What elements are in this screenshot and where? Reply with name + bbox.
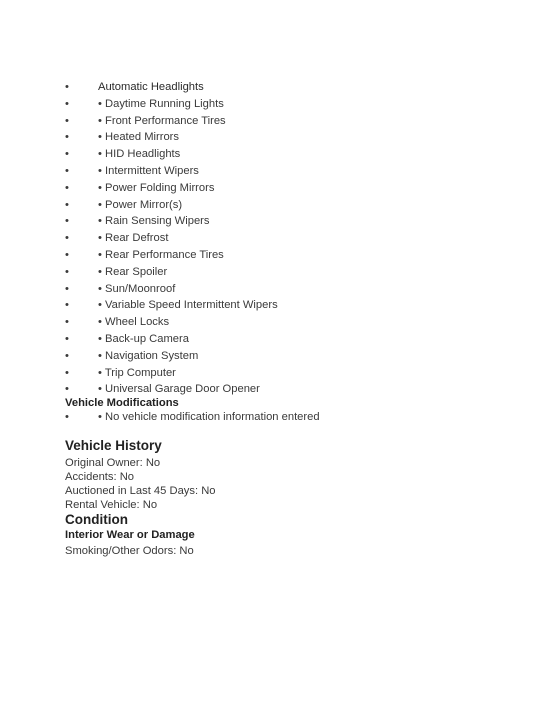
feature-text: • Variable Speed Intermittent Wipers [98,299,278,312]
bullet: • [65,265,69,278]
feature-text: • Trip Computer [98,366,176,379]
history-line: Rental Vehicle: No [65,499,158,511]
feature-text: • Rear Performance Tires [98,248,224,261]
feature-text: • Rain Sensing Wipers [98,215,210,228]
feature-text: • Navigation System [98,349,199,362]
bullet: • [65,215,69,228]
bullet: • [65,97,69,110]
bullet: • [65,411,69,423]
vehicle-history-title: Vehicle History [65,438,162,453]
condition-line: Smoking/Other Odors: No [65,545,194,557]
feature-text: Automatic Headlights [98,81,204,93]
feature-text: • Heated Mirrors [98,131,180,144]
bullet: • [65,148,69,161]
history-line: Accidents: No [65,471,135,483]
feature-text: • Front Performance Tires [98,114,226,127]
feature-text: • Power Mirror(s) [98,198,183,211]
feature-text: • Intermittent Wipers [98,164,199,177]
bullet: • [65,198,69,211]
bullet: • [65,164,69,177]
history-line: Auctioned in Last 45 Days: No [65,485,216,497]
bullet: • [65,383,69,396]
condition-title: Condition [65,512,128,527]
feature-text: • Rear Defrost [98,232,169,245]
feature-text: • HID Headlights [98,148,181,161]
bullet: • [65,332,69,345]
feature-text: • Universal Garage Door Opener [98,383,260,396]
feature-text: • Rear Spoiler [98,265,168,278]
bullet: • [65,349,69,362]
feature-text: • Wheel Locks [98,316,170,329]
modification-text: • No vehicle modification information entered [98,411,320,423]
feature-text: • Sun/Moonroof [98,282,176,295]
bullet: • [65,114,69,127]
bullet: • [65,299,69,312]
bullet: • [65,81,69,93]
feature-text: • Power Folding Mirrors [98,181,215,194]
bullet: • [65,181,69,194]
bullet: • [65,232,69,245]
bullet: • [65,248,69,261]
bullet: • [65,131,69,144]
feature-text: • Daytime Running Lights [98,97,224,110]
bullet: • [65,366,69,379]
feature-text: • Back-up Camera [98,332,189,345]
interior-wear-heading: Interior Wear or Damage [65,529,195,541]
bullet: • [65,282,69,295]
bullet: • [65,316,69,329]
modifications-heading: Vehicle Modifications [65,397,179,409]
history-line: Original Owner: No [65,457,161,469]
